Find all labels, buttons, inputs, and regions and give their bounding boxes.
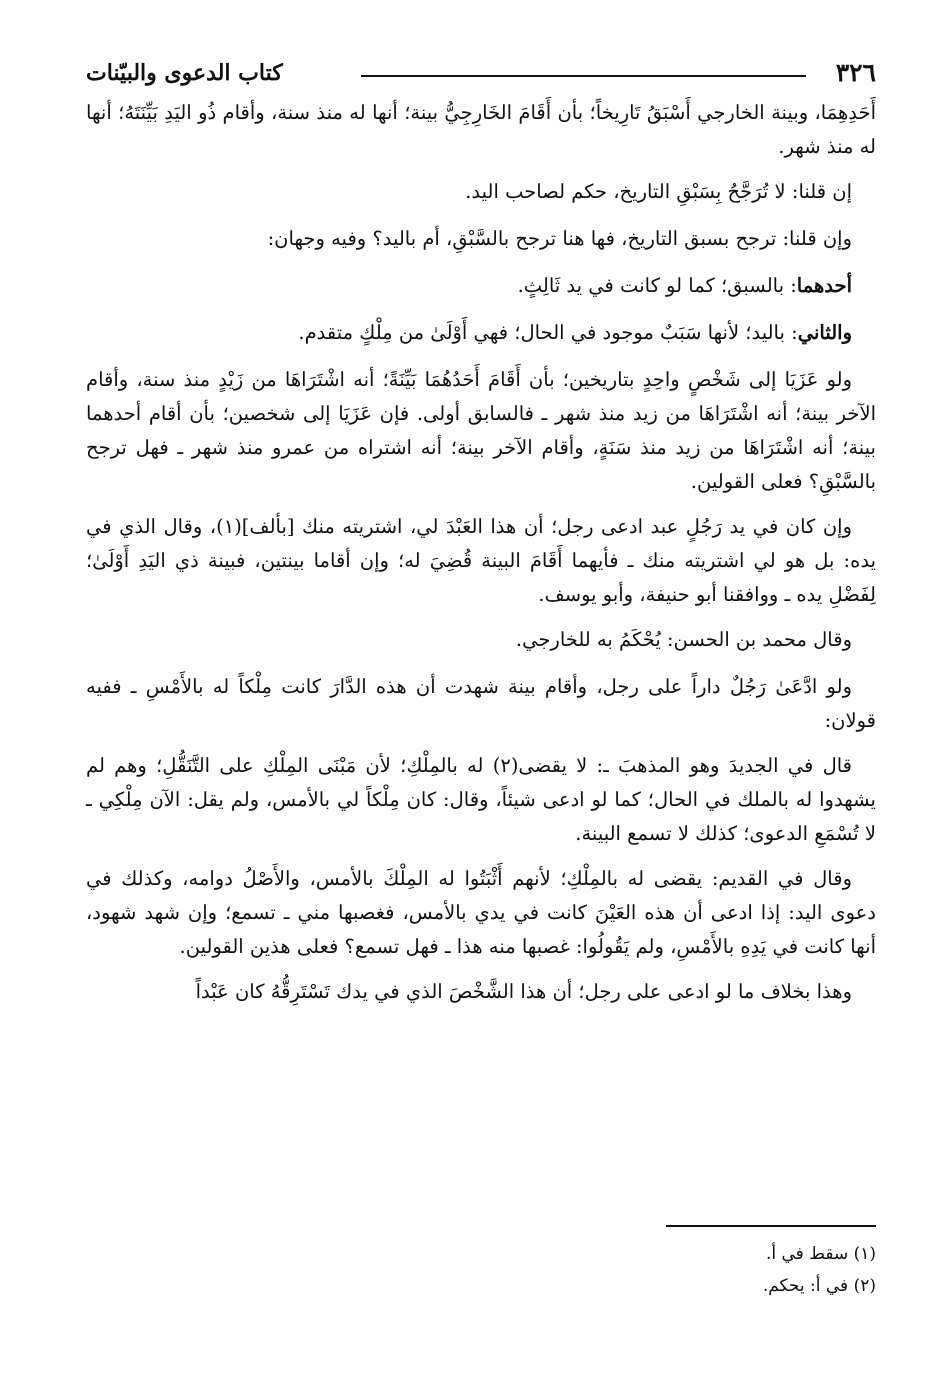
page-number: ٣٢٦ [835,58,876,87]
paragraph [86,269,876,303]
footnotes [86,1238,876,1302]
paragraph: ولو عَزَيَا إلى شَخْصٍ واحِدٍ بتاريخين؛ بأن أَقَامَ أَحَدُهُمَا بَيِّنَةً؛ أنه اشْتَرَاهَا من زَيْدٍ منذ سنة، وأقام الآخر بينة؛ أنه اشْتَرَاهَا من زيد منذ شهر ـ فالسابق أولى. فإن عَزَيَا إلى شخصين؛ بأن أقام أحدهما بينة؛ أنه اشْتَرَاهَا من زيد منذ سَنَةٍ، وأقام الآخر بينة؛ أنه اشتراه من عمرو منذ شهر ـ فهل ترجح بالسَّبْقِ؟ فعلى القولين. [86,368,876,493]
paragraph-lead: أحدهما [796,274,852,297]
paragraph: وإن كان في يد رَجُلٍ عبد ادعى رجل؛ أن هذا العَبْدَ لي، اشتريته منك [بألف](١)، وقال الذي في يده: بل هو لي اشتريته منك ـ فأيهما أَقَامَ البينة قُضِيَ له؛ وإن أقاما بينتين، فبينة ذي اليَدِ أَوْلَىٰ؛ لِفَضْلِ يده ـ ووافقنا أبو حنيفة، وأبو يوسف. [86,515,876,606]
paragraph: وقال في القديم: يقضى له بالمِلْكِ؛ لأنهم أَثْبَتُوا له المِلْكَ بالأمس، والأَصْلُ دوامه، وكذلك في دعوى اليد: إذا ادعى أن هذه العَيْنَ كانت في يدي بالأمس، فغصبها مني ـ تسمع؛ وإن شهد شهود، أنها كانت في يَدِهِ بالأَمْسِ، ولم يَقُولُوا: غصبها منه هذا ـ فهل تسمع؟ فعلى هذين القولين. [86,867,876,958]
paragraph [86,316,876,350]
paragraph: وهذا بخلاف ما لو ادعى على رجل؛ أن هذا الشَّخْصَ الذي في يدك تَسْتَرِقُّهُ كان عَبْداً [195,980,852,1003]
paragraph: أَحَدِهِمَا، وبينة الخارجي أَسْبَقُ تَارِيخاً؛ بأن أَقَامَ الخَارِجِيُّ بينة؛ أنها له منذ سنة، وأقام ذُو اليَدِ بَيِّنَتَهُ؛ أنها له منذ شهر. [86,101,876,158]
footnote-separator [666,1225,876,1227]
paragraph-body: : باليد؛ لأنها سَبَبٌ موجود في الحال؛ فهي أَوْلَىٰ من مِلْكٍ متقدم. [298,321,798,344]
main-text [86,96,876,1020]
footnote: (١) سقط في أ. [765,1244,876,1264]
paragraph-body: : بالسبق؛ كما لو كانت في يد ثَالِثٍ. [517,274,797,297]
paragraph-lead: والثاني [797,321,852,344]
running-title: كتاب الدعوى والبيّنات [86,60,283,86]
header-rule [361,75,806,77]
footnote: (٢) في أ: يحكم. [762,1276,876,1296]
paragraph: إن قلنا: لا تُرَجَّحُ بِسَبْقِ التاريخ، حكم لصاحب اليد. [465,180,852,203]
paragraph: ولو ادَّعَىٰ رَجُلٌ داراً على رجل، وأقام بينة شهدت أن هذه الدَّارَ كانت مِلْكاً له بالأَمْسِ ـ ففيه قولان: [86,675,876,732]
page-header [86,56,876,90]
paragraph: قال في الجديدَ وهو المذهبَ ـ: لا يقضى(٢) له بالمِلْكِ؛ لأن مَبْنَى المِلْكِ على التَّنَقُّلِ؛ وهم لم يشهدوا له بالملك في الحال؛ كما لو ادعى شيئاً، وقال: كان مِلْكاً لي بالأمس، ولم يقل: الآن مِلْكِي ـ لا تُسْمَعِ الدعوى؛ كذلك لا تسمع البينة. [86,754,876,845]
paragraph: وإن قلنا: ترجح بسبق التاريخ، فها هنا ترجح بالسَّبْقِ، أم باليد؟ وفيه وجهان: [267,227,852,250]
paragraph: وقال محمد بن الحسن: يُحْكَمُ به للخارجي. [515,628,852,651]
